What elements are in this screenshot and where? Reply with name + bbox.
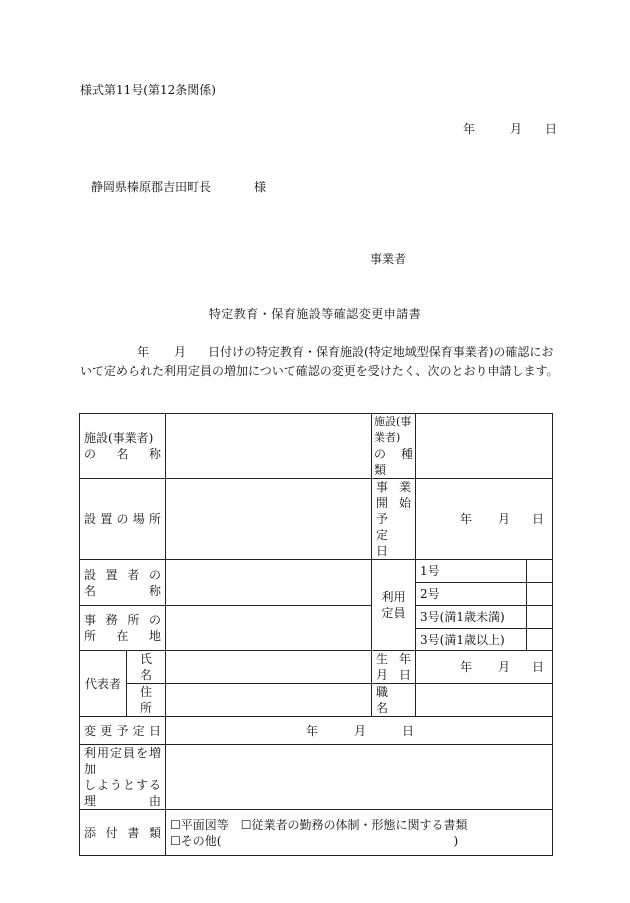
location-label: 設置の場所 [80,479,166,560]
representative-label: 代表者 [80,651,127,717]
change-date-value[interactable]: 年 月 日 [166,717,553,745]
addressee-name: 静岡県榛原郡吉田町長 [91,180,212,194]
facility-name-label: 施設(事業者) の 名 称 [80,414,166,479]
body-year: 年 [137,345,150,359]
rep-name-value[interactable] [166,651,372,684]
submission-date [463,120,557,137]
location-value[interactable] [166,479,372,560]
capacity-row-4-value[interactable] [527,629,553,651]
body-month: 月 [174,345,187,359]
start-date-value[interactable]: 年 月 日 [416,479,553,560]
office-label: 事務所の 所 在 地 [80,606,166,651]
birthdate-value[interactable]: 年 月 日 [416,651,553,684]
attachments-line-1[interactable]: ☐平面図等 ☐従業者の勤務の体制・形態に関する書類 [170,817,468,832]
capacity-row-1-value[interactable] [527,560,553,583]
facility-type-label: 施設(事業者) の 種 類 [372,414,416,479]
capacity-row-2-value[interactable] [527,583,553,606]
body-line-1 [80,343,553,360]
capacity-row-3-label: 3号(満1歳未満) [416,606,527,629]
date-day: 日 [545,122,558,136]
capacity-label: 利用 定員 [372,560,416,651]
attachments-label: 添付書類 [80,810,166,856]
reason-value[interactable] [166,745,553,810]
rep-address-value[interactable] [166,684,372,717]
office-value[interactable] [166,606,372,651]
owner-value[interactable] [166,560,372,606]
attachments-value[interactable] [166,810,553,856]
document-title: 特定教育・保育施設等確認変更申請書 [208,307,422,321]
owner-label: 設置者の 名 称 [80,560,166,606]
change-date-label: 変更予定日 [80,717,166,745]
applicant-label: 事業者 [370,252,407,266]
capacity-row-3-value[interactable] [527,606,553,629]
start-date-label: 事業開始 予 定 日 [372,479,416,560]
facility-name-value[interactable] [166,414,372,479]
position-value[interactable] [416,684,553,717]
application-form-table [79,413,553,856]
date-year: 年 [463,122,476,136]
rep-name-label: 氏 名 [127,651,166,684]
body-line-2: いて定められた利用定員の増加について確認の変更を受けたく、次のとおり申請します。 [80,364,559,378]
birthdate-label: 生年月日 [372,651,416,684]
date-month: 月 [510,122,523,136]
facility-type-value[interactable] [416,414,553,479]
form-number: 様式第11号(第12条関係) [80,83,216,97]
capacity-row-1-label: 1号 [416,560,527,583]
attachments-line-2[interactable]: ☐その他( ) [170,833,459,848]
addressee-honorific: 様 [254,180,267,194]
capacity-row-4-label: 3号(満1歳以上) [416,629,527,651]
capacity-row-2-label: 2号 [416,583,527,606]
reason-label: 利用定員を増加 しようとする理由 [80,745,166,810]
body-text-1: 日付けの特定教育・保育施設(特定地域型保育事業者)の確認にお [208,345,554,359]
position-label: 職 名 [372,684,416,717]
rep-address-label: 住 所 [127,684,166,717]
